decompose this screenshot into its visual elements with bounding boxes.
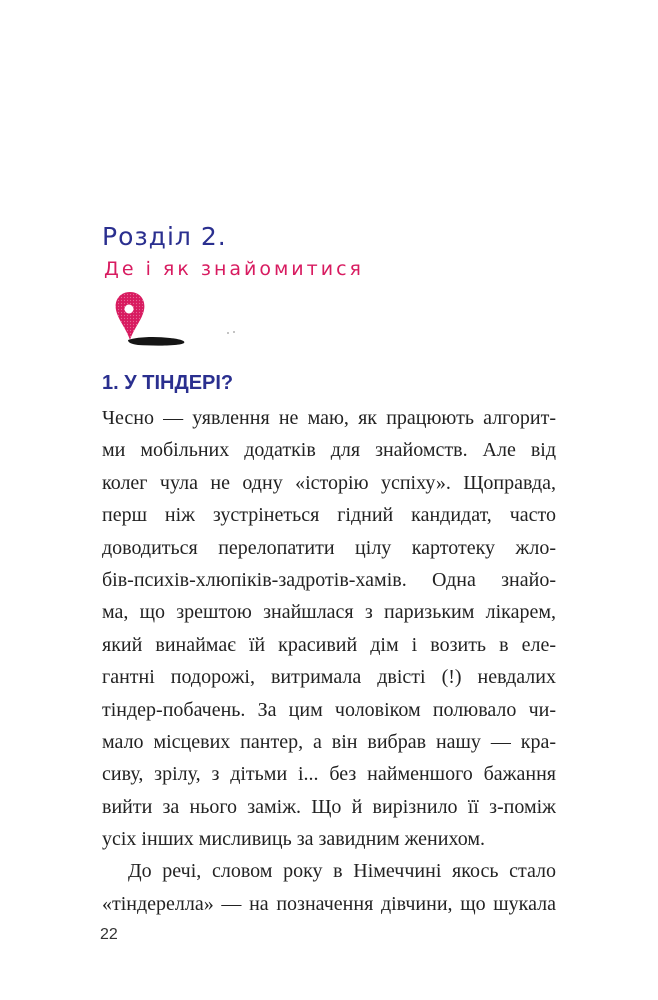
text-line: усіх інших мисливиць за завидним женихом. bbox=[102, 828, 485, 851]
text-line: ми мобільних додатків для знайомств. Але від bbox=[102, 439, 556, 462]
text-line: «тіндерелла» — на позначення дівчини, що шукала bbox=[102, 892, 556, 915]
text-line: вийти за нього заміж. Що й вирізнило її з-поміж bbox=[102, 795, 556, 818]
section-heading: 1. У ТІНДЕРІ? bbox=[102, 372, 234, 394]
chapter-label: Розділ 2. bbox=[102, 222, 227, 251]
text-line: який винаймає їй красивий дім і возить в еле- bbox=[102, 633, 556, 656]
text-line: перш ніж зустрінеться гідний кандидат, часто bbox=[102, 504, 556, 527]
text-line: Чесно — уявлення не маю, як працюють алгорит- bbox=[102, 407, 556, 429]
body-text bbox=[102, 402, 556, 920]
map-pin-icon bbox=[114, 290, 244, 360]
text-line: колег чула не одну «історію успіху». Щоправда, bbox=[102, 471, 556, 494]
text-line: доводиться перелопатити цілу картотеку жло- bbox=[102, 536, 556, 559]
text-line: тіндер-побачень. За цим чоловіком полювало чи- bbox=[102, 698, 556, 721]
text-line: мало місцевих пантер, а він вибрав нашу — кра- bbox=[102, 730, 556, 753]
text-line: До речі, словом року в Німеччині якось стало bbox=[128, 860, 556, 883]
paragraph-1 bbox=[102, 402, 556, 855]
page-number: 22 bbox=[100, 926, 118, 943]
chapter-title: Де і як знайомитися bbox=[104, 258, 364, 280]
paragraph-2 bbox=[102, 855, 556, 920]
text-line: ма, що зрештою знайшлася з паризьким лікарем, bbox=[102, 601, 556, 624]
text-line: бів-психів-хлюпіків-задротів-хамів. Одна знайо- bbox=[102, 568, 556, 591]
text-line: сиву, зрілу, з дітьми і... без найменшого бажання bbox=[102, 763, 556, 786]
text-line: гантні подорожі, витримала двісті (!) невдалих bbox=[102, 666, 556, 689]
